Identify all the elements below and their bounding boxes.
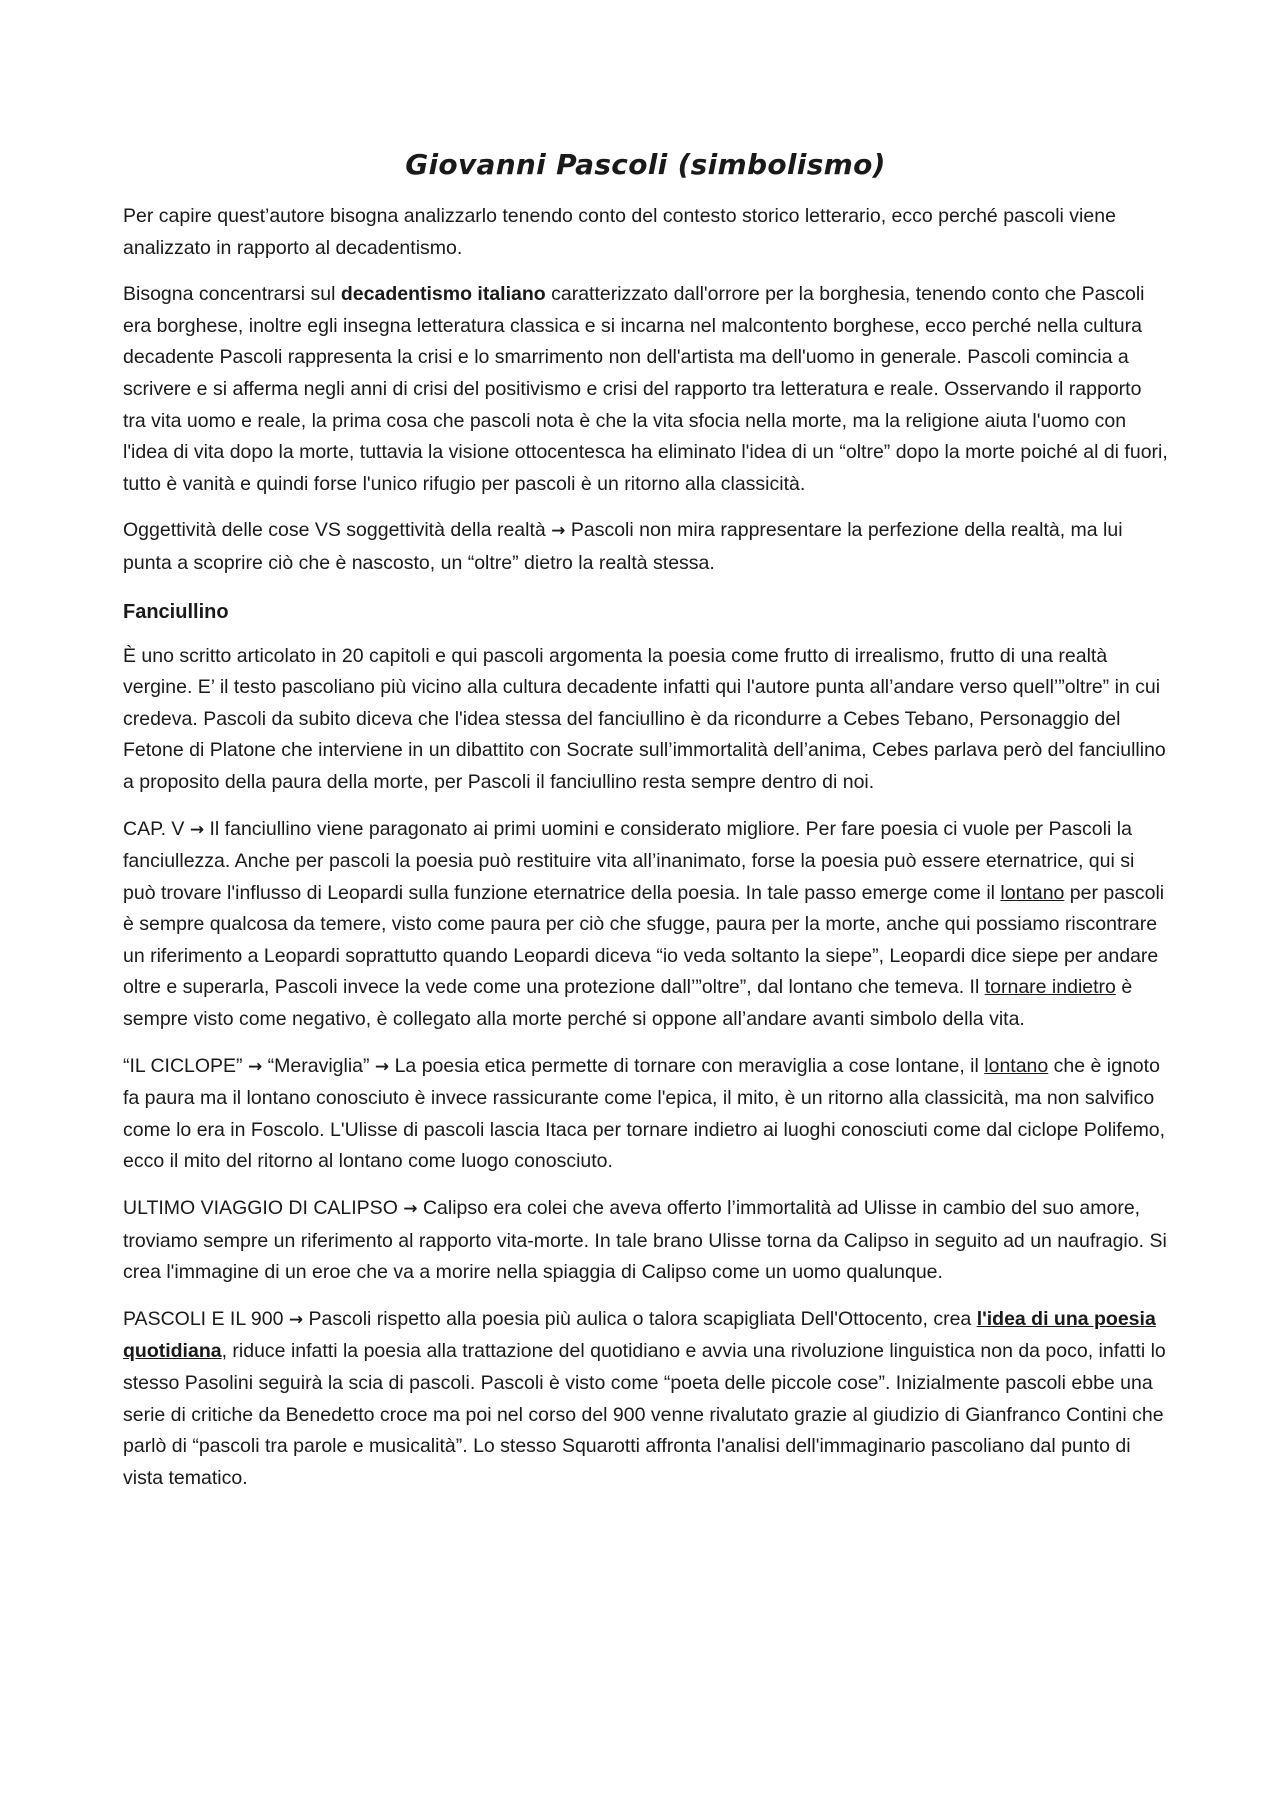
text-span: PASCOLI E IL 900 <box>123 1307 289 1330</box>
section-heading: Fanciullino <box>123 600 229 623</box>
text-span: , riduce infatti la poesia alla trattazione del quotidiano e avvia una rivoluzione linguistica non da poco, infatti lo stesso Pasolini seguirà la scia di pascoli. Pascoli è visto come “poeta delle piccole cose”. Inizialmente pascoli ebbe una serie di critiche da Benedetto croce ma poi nel corso del 900 venne rivalutato grazie al giudizio di Gianfranco Contini che parlò di “pascoli tra parole e musicalità”. Lo stesso Squarotti affronta l'analisi dell'immaginario pascoliano dal punto di vista tematico. <box>123 1340 1166 1489</box>
text-span: “Meraviglia” <box>262 1054 375 1077</box>
oggettivita-paragraph <box>123 515 1168 579</box>
arrow-icon: → <box>374 1056 390 1077</box>
underlined-term: lontano <box>1000 881 1065 904</box>
calipso-paragraph <box>123 1193 1168 1289</box>
cap-v-paragraph <box>123 814 1168 1036</box>
text-span: che è ignoto fa paura ma il lontano conosciuto è invece rassicurante come l'epica, il mito, è un ritorno alla classicità, ma non salvifico come lo era in Foscolo. L'Ulisse di pascoli lascia Itaca per tornare indietro ai luoghi conosciuti come dal ciclope Polifemo, ecco il mito del ritorno al lontano come luogo conosciuto. <box>123 1054 1166 1173</box>
text-span: è sempre visto come negativo, è collegato alla morte perché si oppone all’andare avanti simbolo della vita. <box>123 976 1133 1031</box>
arrow-icon: → <box>189 819 205 840</box>
text-span: Il fanciullino viene paragonato ai primi uomini e considerato migliore. Per fare poesia ci vuole per Pascoli la fanciullezza. Anche per pascoli la poesia può restituire vita all’inanimato, forse la poesia può essere eternatrice, qui si può trovare l'influsso di Leopardi sulla funzione eternatrice della poesia. In tale passo emerge come il <box>123 817 1135 904</box>
text-span: Oggettività delle cose VS soggettività della realtà <box>123 519 552 542</box>
underlined-term: tornare indietro <box>984 976 1116 999</box>
arrow-icon: → <box>247 1056 263 1077</box>
text-span: La poesia etica permette di tornare con meraviglia a cose lontane, il <box>389 1054 985 1077</box>
text-span: CAP. V <box>123 817 190 840</box>
pascoli-900-paragraph <box>123 1304 1168 1495</box>
arrow-icon: → <box>403 1199 418 1220</box>
text-span: caratterizzato dall'orrore per la borghesia, tenendo conto che Pascoli era borghese, inoltre egli insegna letteratura classica e si incarna nel malcontento borghese, ecco perché nella cultura decadente Pascoli rappresenta la crisi e lo smarrimento non dell'artista ma dell'uomo in generale. Pascoli comincia a scrivere e si afferma negli anni di crisi del positivismo e crisi del rapporto tra letteratura e reale. Osservando il rapporto tra vita uomo e reale, la prima cosa che pascoli nota è che la vita sfocia nella morte, ma la religione aiuta l'uomo con l'idea di vita dopo la morte, tuttavia la visione ottocentesca ha eliminato l'idea di un “oltre” dopo la morte poiché al di fuori, tutto è vanità e quindi forse l'unico rifugio per pascoli è un ritorno alla classicità. <box>123 283 1168 495</box>
intro-paragraph: Per capire quest’autore bisogna analizzarlo tenendo conto del contesto storico letterario, ecco perché pascoli viene analizzato in rapporto al decadentismo. <box>123 205 1116 259</box>
underlined-term: lontano <box>984 1054 1049 1077</box>
text-span: Pascoli non mira rappresentare la perfezione della realtà, ma lui punta a scoprire ciò che è nascosto, un “oltre” dietro la realtà stessa. <box>123 519 1123 574</box>
text-span: Bisogna concentrarsi sul <box>123 283 341 306</box>
fanciullino-paragraph: È uno scritto articolato in 20 capitoli e qui pascoli argomenta la poesia come frutto di irrealismo, frutto di una realtà vergine. E’ il testo pascoliano più vicino alla cultura decadente infatti qui l'autore punta all’andare verso quell’”oltre” in cui credeva. Pascoli da subito diceva che l'idea stessa del fanciullino è da ricondurre a Cebes Tebano, Personaggio del Fetone di Platone che interviene in un dibattito con Socrate sull’immortalità dell’anima, Cebes parlava però del fanciullino a proposito della paura della morte, per Pascoli il fanciullino resta sempre dentro di noi. <box>123 644 1166 793</box>
document-title: Giovanni Pascoli (simbolismo) <box>405 148 886 181</box>
text-span: ULTIMO VIAGGIO DI CALIPSO <box>123 1197 404 1220</box>
arrow-icon: → <box>288 1309 304 1330</box>
arrow-icon: → <box>551 521 566 542</box>
text-span: “IL CICLOPE” <box>123 1054 248 1077</box>
ciclope-paragraph <box>123 1051 1168 1178</box>
text-span: Calipso era colei che aveva offerto l’immortalità ad Ulisse in cambio del suo amore, troviamo sempre un riferimento al rapporto vita-morte. In tale brano Ulisse torna da Calipso in seguito ad un naufragio. Si crea l'immagine di un eroe che va a morire nella spiaggia di Calipso come un uomo qualunque. <box>123 1197 1167 1284</box>
bold-term: decadentismo italiano <box>340 283 546 306</box>
bold-underlined-term: l'idea di una poesia quotidiana <box>123 1307 1156 1363</box>
text-span: per pascoli è sempre qualcosa da temere, visto come paura per ciò che sfugge, paura per la morte, anche qui possiamo riscontrare un riferimento a Leopardi soprattutto quando Leopardi diceva “io veda soltanto la siepe”, Leopardi dice siepe per andare oltre e superarla, Pascoli invece la vede come una protezione dall’”oltre”, dal lontano che temeva. Il <box>123 881 1165 999</box>
decadentismo-paragraph <box>123 279 1168 500</box>
text-span: Pascoli rispetto alla poesia più aulica o talora scapigliata Dell'Ottocento, crea <box>303 1307 977 1330</box>
